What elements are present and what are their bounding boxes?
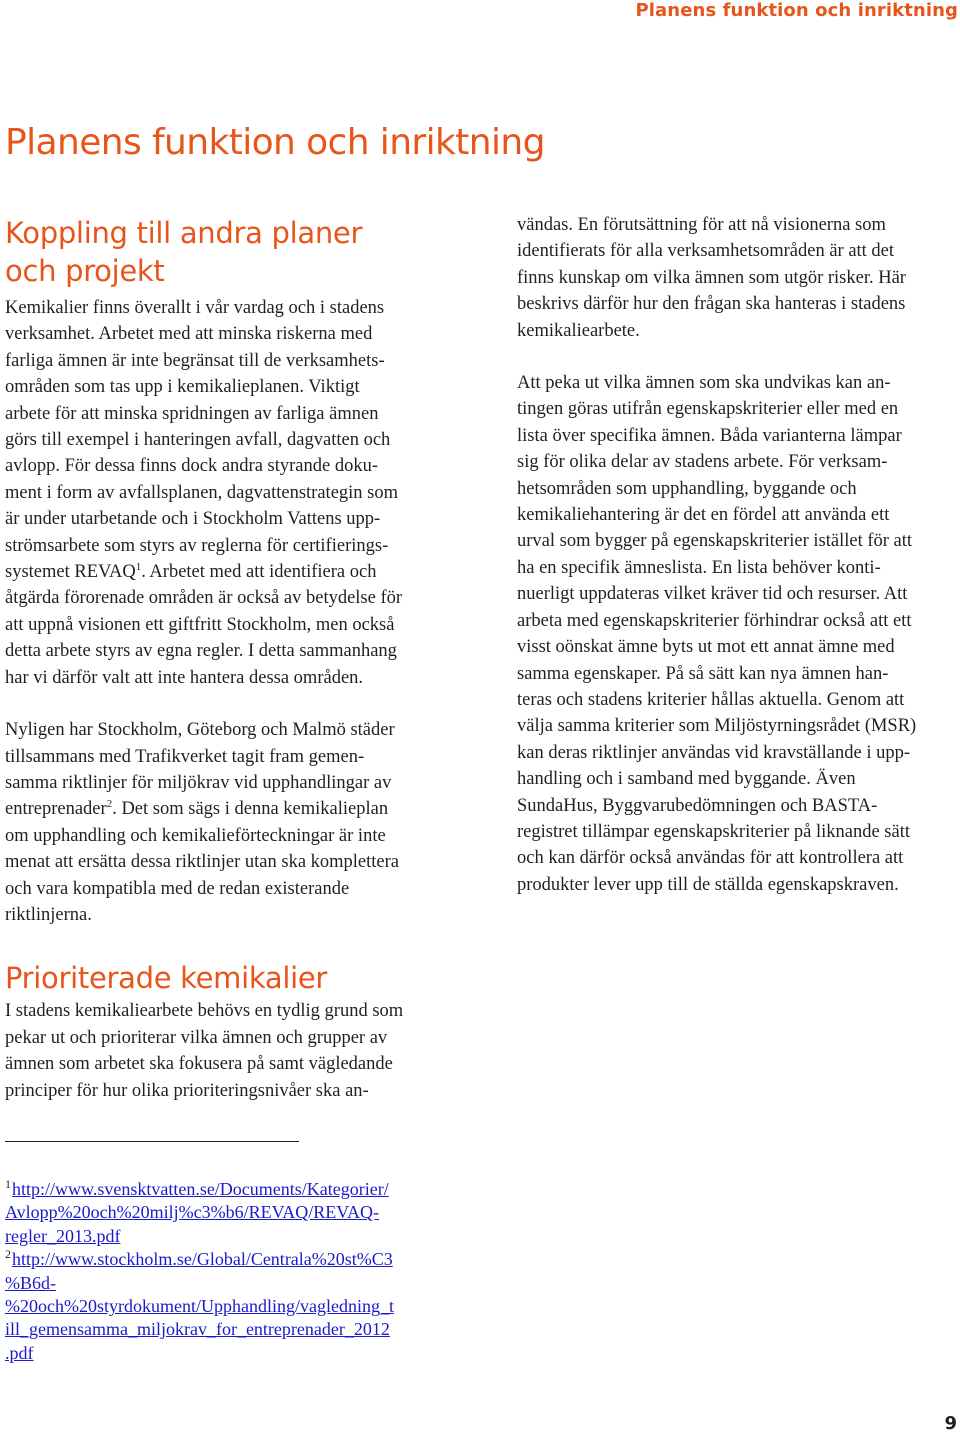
footnote-link-2[interactable]: http://www.stockholm.se/Global/Centrala%20st%C3 %B6d- %20och%20styrdokument/Upphandling/vagledning_t ill_gemensamma_miljokrav_for_entreprenader_2012 .pdf [5, 1249, 394, 1363]
footnotes [5, 1178, 455, 1365]
right-column [517, 212, 960, 898]
left-column [5, 214, 455, 1104]
footnote-divider [5, 1141, 299, 1142]
footnote-ref-1[interactable]: 1 [135, 560, 142, 573]
paragraph-prioriterade: I stadens kemikaliearbete behövs en tydlig grund som pekar ut och prioriterar vilka ämnen och grupper av ämnen som arbetet ska fokusera på samt vägledande principer för hur olika prioriteringsnivåer ska an- [5, 1001, 404, 1101]
section-heading-koppling: Koppling till andra planer och projekt [5, 216, 363, 288]
paragraph-kemikalier-overallt [5, 295, 455, 691]
footnote-link-1[interactable]: http://www.svensktvatten.se/Documents/Kategorier/ Avlopp%20och%20milj%c3%b6/REVAQ/REVAQ- regler_2013.pdf [5, 1179, 389, 1246]
footnote-number: 2 [5, 1247, 11, 1262]
footnote-number: 1 [5, 1177, 11, 1191]
paragraph-text: Nyligen har Stockholm, Göteborg och Malmö städer tillsammans med Trafikverket tagit fram gemen- samma riktlinjer för miljökrav vid upphandlingar av entreprenader [5, 720, 395, 820]
paragraph-att-peka-ut: Att peka ut vilka ämnen som ska undvikas kan an- tingen göras utifrån egenskapskriterier eller med en lista över specifika ämnen. Båda varianterna lämpar sig för olika delar av stadens arbete. För verksam- hetsområden som upphandling, byggande och kemikaliehantering är det en fördel att använda ett urval som bygger på egenskapskriterier istället för att ha en specifik ämneslista. En lista behöver konti- nuerligt uppdateras vilket kräver tid och resurser. Att arbeta med egenskapskriterier förhindrar också att ett visst oönskat ämne byts ut mot ett annat ämne med samma egenskaper. På så sätt kan nya ämnen han- teras och stadens kriterier hållas aktuella. Genom att välja samma kriterier som Miljöstyrningsrådet (MSR) kan deras riktlinjer användas vid kravställande i upp- handling och i samband med byggande. Även SundaHus, Byggvarubedömningen och BASTA- registret tillämpar egenskapskriterier på liknande sätt och kan därför också användas för att kontrollera att produkter lever upp till de ställda egenskapskraven. [517, 373, 917, 895]
page-title: Planens funktion och inriktning [5, 122, 545, 163]
paragraph-text: Kemikalier finns överallt i vår vardag och i stadens verksamhet. Arbetet med att minska riskerna med farliga ämnen är inte begränsat till de verksamhets- områden som tas upp i kemikalieplanen. Viktigt arbete för att minska spridningen av farliga ämnen görs till exempel i hanteringen avfall, dagvatten och avlopp. För dessa finns dock andra styrande doku- ment i form av avfallsplanen, dagvattenstrategin som är under utarbetande och i Stockholm Vattens upp- strömsarbete som styrs av reglerna för certifierings- systemet REVAQ [5, 298, 399, 583]
running-header: Planens funktion och inriktning [635, 0, 958, 21]
page-number: 9 [944, 1413, 957, 1434]
footnote-ref-2[interactable]: 2 [106, 798, 113, 811]
paragraph-text: . Arbetet med att identifiera och åtgärda förorenade områden är också av betydelse för att uppnå visionen ett giftfritt Stockholm, men också detta arbete styrs av egna regler. I detta sammanhang har vi därför valt att inte hantera dessa områden. [5, 562, 403, 688]
footnote-1 [5, 1178, 455, 1248]
paragraph-vandas: vändas. En förutsättning för att nå visionerna som identifierats för alla verksamhetsområden är att det finns kunskap om vilka ämnen som utgör risker. Här beskrivs därför hur den frågan ska hanteras i stadens kemikaliearbete. [517, 215, 906, 341]
section-heading-prioriterade: Prioriterade kemikalier [5, 961, 327, 996]
footnote-2 [5, 1248, 455, 1365]
paragraph-text: . Det som sägs i denna kemikalieplan om upphandling och kemikalieförteckningar är inte menat att ersätta dessa riktlinjer utan ska komplettera och vara kompatibla med de redan existerande riktlinjerna. [5, 799, 400, 925]
paragraph-nyligen [5, 717, 455, 928]
